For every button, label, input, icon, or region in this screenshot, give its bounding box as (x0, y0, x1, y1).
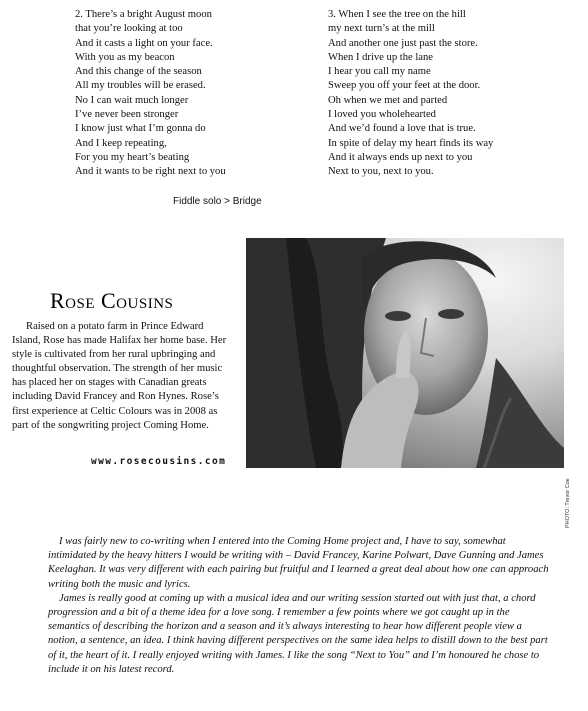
lyric-line: All my troubles will be erased. (75, 80, 206, 92)
lyric-line: When I drive up the lane (328, 51, 434, 63)
lyric-line: Sweep you off your feet at the door. (328, 80, 481, 92)
lyric-line: For you my heart’s beating (75, 151, 190, 163)
lyric-line: my next turn’s at the mill (328, 23, 435, 35)
artist-name: Rose Cousins (50, 288, 174, 313)
lyric-line: I’ve never been stronger (75, 109, 179, 121)
fiddle-solo-note: Fiddle solo > Bridge (173, 196, 262, 207)
lyric-line: And I keep repeating, (75, 137, 167, 149)
artist-website[interactable]: www.rosecousins.com (91, 456, 227, 467)
quote-paragraph-1: I was fairly new to co-writing when I entered into the Coming Home project and, I have to say, somewhat intimidated by the heavy hitters I would be writing with – David Francey, Karine Polwart, Dave Gunning and James Keelaghan. It was very different with each pairing but fruitful and I learned a great deal about how one can approach writing both the music and lyrics. (48, 536, 549, 590)
lyric-line: And we’d found a love that is true. (328, 123, 476, 135)
lyric-line: that you’re looking at too (75, 23, 183, 35)
lyric-line: 3. When I see the tree on the hill (328, 9, 466, 20)
lyric-line: In spite of delay my heart finds its way (328, 137, 494, 149)
artist-quote (48, 535, 551, 677)
photo-credit: PHOTO: Trevor Coe (565, 478, 571, 528)
lyric-line: And it casts a light on your face. (75, 37, 213, 49)
lyric-line: Next to you, next to you. (328, 166, 434, 178)
artist-bio (12, 320, 234, 433)
lyric-line: I know just what I’m gonna do (75, 123, 206, 135)
portrait-illustration (246, 238, 564, 468)
lyric-line: I loved you wholehearted (328, 109, 436, 121)
lyrics-verse-3 (328, 8, 493, 180)
lyric-line: And this change of the season (75, 66, 202, 78)
lyric-line: 2. There’s a bright August moon (75, 9, 212, 20)
lyric-line: And it wants to be right next to you (75, 166, 226, 178)
artist-photo (246, 238, 564, 468)
lyrics-verse-2 (75, 8, 226, 180)
lyric-line: I hear you call my name (328, 66, 431, 78)
lyric-line: Oh when we met and parted (328, 94, 448, 106)
quote-paragraph-2: James is really good at coming up with a musical idea and our writing session started out with just that, a chord progression and a bit of a theme idea for a love song. I remember a few points where we got caught up in the semantics of describing the horizon and a season and it’s always interesting to hear how different people view a notion, a sentence, an idea. I think having different perspectives on the same idea helps to distill down to the best part of it, the heart of it. I really enjoyed writing with James. I like the song “Next to You” and I’m honoured he chose to include it on his latest record. (48, 592, 548, 675)
lyric-line: And another one just past the store. (328, 37, 478, 49)
lyric-line: No I can wait much longer (75, 94, 189, 106)
lyric-line: With you as my beacon (75, 51, 175, 63)
bio-paragraph: Raised on a potato farm in Prince Edward Island, Rose has made Halifax her home base. Her style is cultivated from her rural upbringing and thoughtful observation. The strength of her music has placed her on stages with Canadian greats including David Francey and Ron Hynes. Rose’s first experience at Celtic Colours was in 2008 as part of the songwriting project Coming Home. (12, 321, 227, 431)
lyric-line: And it always ends up next to you (328, 151, 473, 163)
